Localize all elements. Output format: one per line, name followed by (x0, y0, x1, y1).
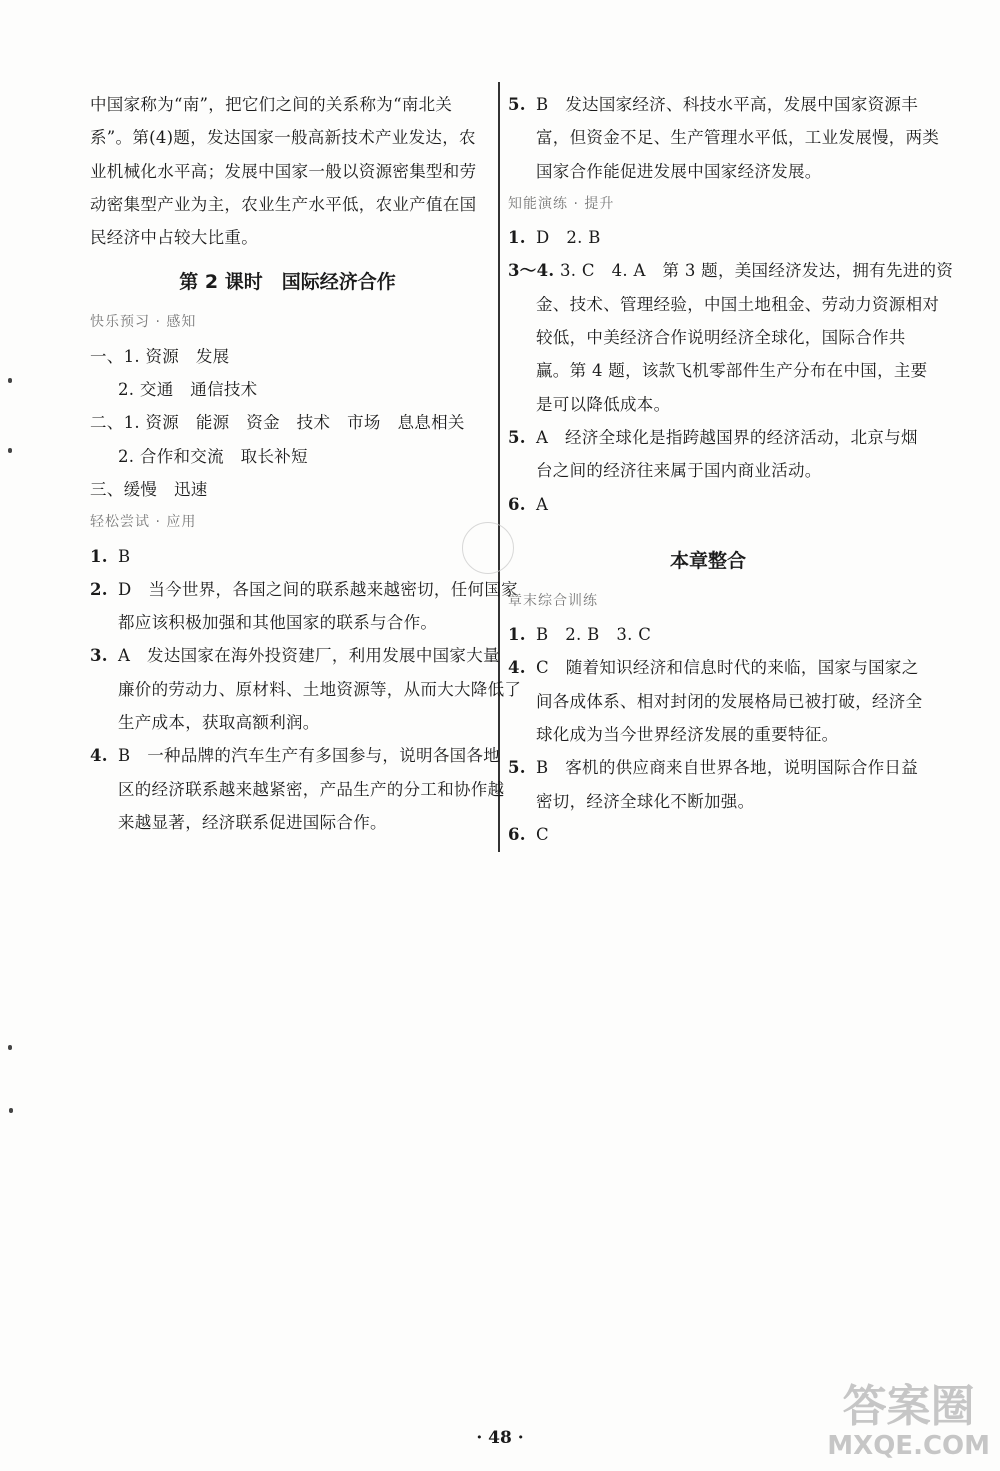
answer-line (508, 488, 908, 521)
answer-line (508, 388, 908, 421)
answer-number: 5. (508, 95, 526, 114)
answer-line (508, 221, 908, 254)
answer-number: 1. (508, 625, 526, 645)
answer-text: 国家合作能促进发展中国家经济发展。 (536, 161, 822, 181)
answer-text: B 发达国家经济、科技水平高，发展中国家资源丰 (536, 95, 919, 114)
answer-line (90, 673, 522, 706)
answer-line (508, 254, 954, 287)
scan-speck (8, 1045, 12, 1050)
answer-text: 金、技术、管理经验，中国土地租金、劳动力资源相对 (536, 294, 940, 314)
lesson-title: 第 2 课时 国际经济合作 (179, 271, 396, 294)
scan-speck (9, 1108, 13, 1113)
answer-number: 4. (508, 658, 526, 678)
answer-line (508, 618, 908, 651)
explanation-line: 民经济中占较大比重。 (90, 228, 258, 248)
answer-text: C (536, 824, 549, 844)
answer-text: 生产成本，获取高额利润。 (118, 713, 320, 733)
preview-answer-line: 二、1. 资源 能源 资金 技术 市场 息息相关 (90, 413, 465, 433)
watermark-url: MXQE.COM (827, 1431, 990, 1461)
answer-number: 4. (90, 746, 108, 766)
answer-text: B 2. B 3. C (536, 625, 652, 645)
left-column (90, 88, 522, 839)
answer-line (508, 321, 908, 354)
answer-line (508, 121, 940, 154)
answer-text: 区的经济联系越来越紧密，产品生产的分工和协作越 (118, 779, 505, 799)
answer-number: 2. (90, 579, 108, 599)
answer-text: A (536, 494, 549, 514)
explanation-line: 系”。第(4)题，发达国家一般高新技术产业发达，农 (90, 128, 476, 148)
answer-text: 富，但资金不足、生产管理水平低，工业发展慢，两类 (536, 128, 940, 148)
answer-text: 廉价的劳动力、原材料、土地资源等，从而大大降低了 (118, 679, 522, 699)
answer-number: 6. (508, 824, 526, 844)
preview-answer-line: 2. 合作和交流 取长补短 (118, 446, 308, 466)
page-number: · 48 · (476, 1428, 524, 1448)
answer-text: B 一种品牌的汽车生产有多国参与，说明各国各地 (118, 746, 501, 766)
answer-line (90, 806, 485, 839)
answer-text: C 随着知识经济和信息时代的来临，国家与国家之 (536, 658, 919, 678)
section-label-try: 轻松尝试 · 应用 (90, 514, 197, 531)
answer-text: B 客机的供应商来自世界各地，说明国际合作日益 (536, 758, 919, 778)
section-label-preview: 快乐预习 · 感知 (90, 314, 197, 331)
answer-line (508, 718, 908, 751)
answer-text: 3. C 4. A 第 3 题，美国经济发达，拥有先进的资 (559, 261, 954, 281)
answer-number: 6. (508, 494, 526, 514)
answer-number: 1. (508, 228, 526, 248)
answer-text: 较低，中美经济合作说明经济全球化，国际合作共 (536, 328, 906, 348)
answer-line (90, 573, 518, 606)
scan-speck (8, 448, 12, 453)
answer-text: A 经济全球化是指跨越国界的经济活动，北京与烟 (536, 427, 918, 447)
preview-answer-line: 一、1. 资源 发展 (90, 346, 230, 366)
answer-text: 赢。第 4 题，该款飞机零部件生产分布在中国，主要 (536, 361, 928, 381)
answer-line (508, 651, 919, 684)
answer-number: 5. (508, 758, 526, 778)
answer-text: 都应该积极加强和其他国家的联系与合作。 (118, 613, 438, 633)
answer-number: 1. (90, 546, 108, 566)
answer-line (90, 706, 485, 739)
answer-number: 5. (508, 427, 526, 447)
answer-text: 台之间的经济往来属于国内商业活动。 (536, 461, 822, 481)
answer-number: 3. (90, 646, 108, 666)
answer-line (508, 818, 908, 851)
answer-line (508, 155, 908, 188)
answer-text: B (118, 546, 131, 566)
stamp-seal (462, 522, 514, 574)
section-label-review: 章末综合训练 (508, 592, 598, 609)
answer-line (90, 540, 485, 573)
answer-line (508, 454, 908, 487)
site-watermark (827, 1383, 990, 1461)
answer-text: 是可以降低成本。 (536, 394, 671, 414)
column-divider (498, 82, 500, 852)
answer-number: 3～4. (508, 261, 555, 281)
scan-speck (8, 378, 12, 383)
explanation-line: 中国家称为“南”，把它们之间的关系称为“南北关 (90, 95, 453, 114)
chapter-title: 本章整合 (669, 549, 746, 572)
answer-line (508, 288, 940, 321)
answer-text: 来越显著，经济联系促进国际合作。 (118, 812, 387, 832)
answer-line (508, 751, 919, 784)
explanation-line: 动密集型产业为主，农业生产水平低，农业产值在国 (90, 194, 477, 214)
answer-line (508, 421, 918, 454)
section-label-drill: 知能演练 · 提升 (508, 195, 615, 212)
answer-line (508, 354, 928, 387)
right-column (508, 88, 954, 851)
answer-text: 球化成为当今世界经济发展的重要特征。 (536, 725, 839, 745)
answer-line (90, 639, 500, 672)
answer-line (508, 685, 923, 718)
answer-text: 密切，经济全球化不断加强。 (536, 791, 755, 811)
answer-text: D 当今世界，各国之间的联系越来越密切，任何国家 (118, 579, 518, 599)
answer-line (90, 773, 505, 806)
explanation-line: 业机械化水平高；发展中国家一般以资源密集型和劳 (90, 161, 477, 181)
answer-line (90, 739, 501, 772)
answer-line (508, 88, 919, 121)
watermark-logo-text: 答案圈 (842, 1381, 975, 1432)
answer-text: A 发达国家在海外投资建厂，利用发展中国家大量 (118, 646, 500, 666)
answer-text: D 2. B (536, 228, 601, 248)
answer-line (90, 606, 485, 639)
answer-text: 间各成体系、相对封闭的发展格局已被打破，经济全 (536, 691, 923, 711)
answer-line (508, 785, 908, 818)
preview-answer-line: 2. 交通 通信技术 (118, 380, 258, 400)
preview-answer-line: 三、缓慢 迅速 (90, 479, 208, 499)
